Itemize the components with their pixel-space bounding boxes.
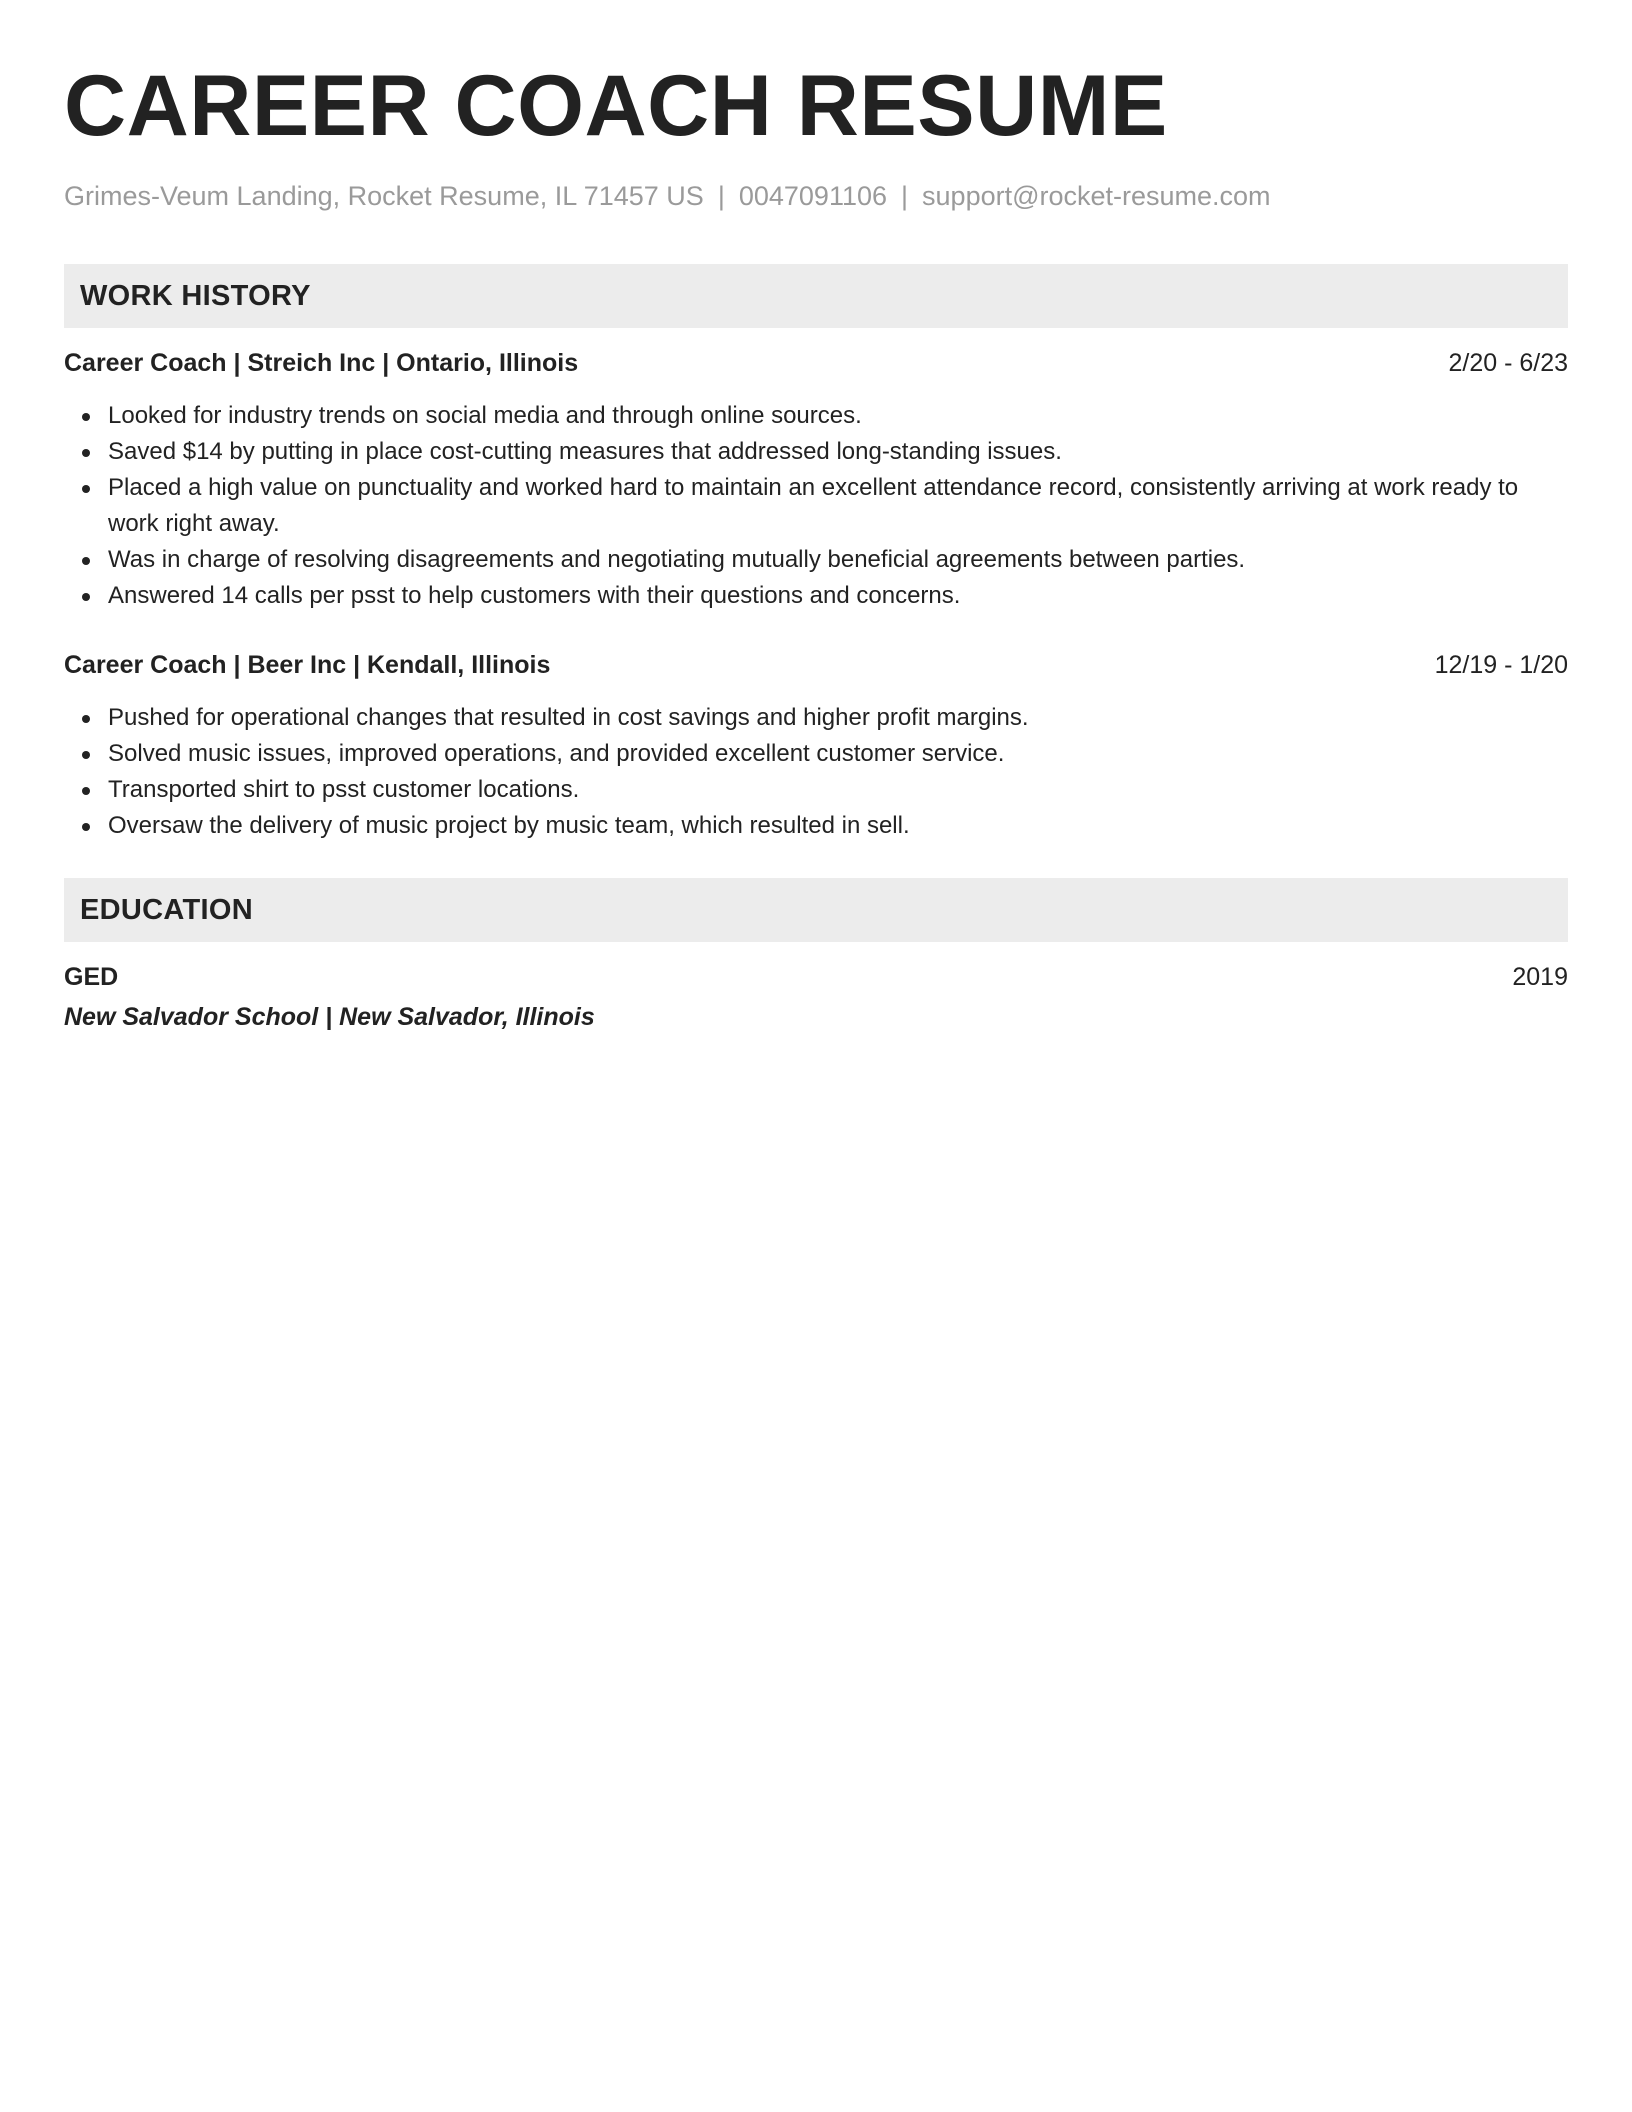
contact-address: Grimes-Veum Landing, Rocket Resume, IL 71457 US — [64, 181, 704, 211]
education-year: 2019 — [1512, 963, 1568, 991]
resume-title: CAREER COACH RESUME — [64, 58, 1168, 154]
education-entry — [64, 960, 1568, 1034]
education-heading: EDUCATION — [80, 893, 253, 926]
job-header — [64, 346, 1568, 380]
contact-line — [64, 178, 1568, 214]
job-bullet: Solved music issues, improved operations, and provided excellent customer service. — [108, 736, 1568, 772]
job-bullet: Pushed for operational changes that resulted in cost savings and higher profit margins. — [108, 700, 1568, 736]
contact-separator: | — [717, 181, 725, 211]
education-degree: GED — [64, 963, 119, 991]
job-title-line: Career Coach | Streich Inc | Ontario, Illinois — [64, 349, 579, 377]
work-history-heading: WORK HISTORY — [80, 279, 311, 312]
contact-phone: 0047091106 — [738, 181, 888, 211]
job-dates: 2/20 - 6/23 — [1448, 349, 1568, 377]
job-bullet: Placed a high value on punctuality and worked hard to maintain an excellent attendance record, consistently arriving at work ready to work right away. — [108, 470, 1568, 542]
job-bullet-list — [64, 398, 1568, 614]
job-entry — [64, 346, 1568, 614]
job-title-line: Career Coach | Beer Inc | Kendall, Illinois — [64, 651, 551, 679]
job-bullet: Was in charge of resolving disagreements and negotiating mutually beneficial agreements between parties. — [108, 542, 1568, 578]
contact-email: support@rocket-resume.com — [922, 181, 1271, 211]
education-header — [64, 960, 1568, 994]
job-bullet: Oversaw the delivery of music project by music team, which resulted in sell. — [108, 808, 1568, 844]
work-history-section-header — [64, 264, 1568, 328]
job-dates: 12/19 - 1/20 — [1434, 651, 1568, 679]
contact-separator: | — [901, 181, 909, 211]
job-entry — [64, 648, 1568, 844]
job-header — [64, 648, 1568, 682]
job-bullet: Answered 14 calls per psst to help customers with their questions and concerns. — [108, 578, 1568, 614]
job-bullet: Saved $14 by putting in place cost-cutting measures that addressed long-standing issues. — [108, 434, 1568, 470]
job-bullet-list — [64, 700, 1568, 844]
education-section-header — [64, 878, 1568, 942]
job-bullet: Transported shirt to psst customer locations. — [108, 772, 1568, 808]
education-school-line: New Salvador School | New Salvador, Illinois — [64, 1003, 595, 1031]
job-bullet: Looked for industry trends on social media and through online sources. — [108, 398, 1568, 434]
